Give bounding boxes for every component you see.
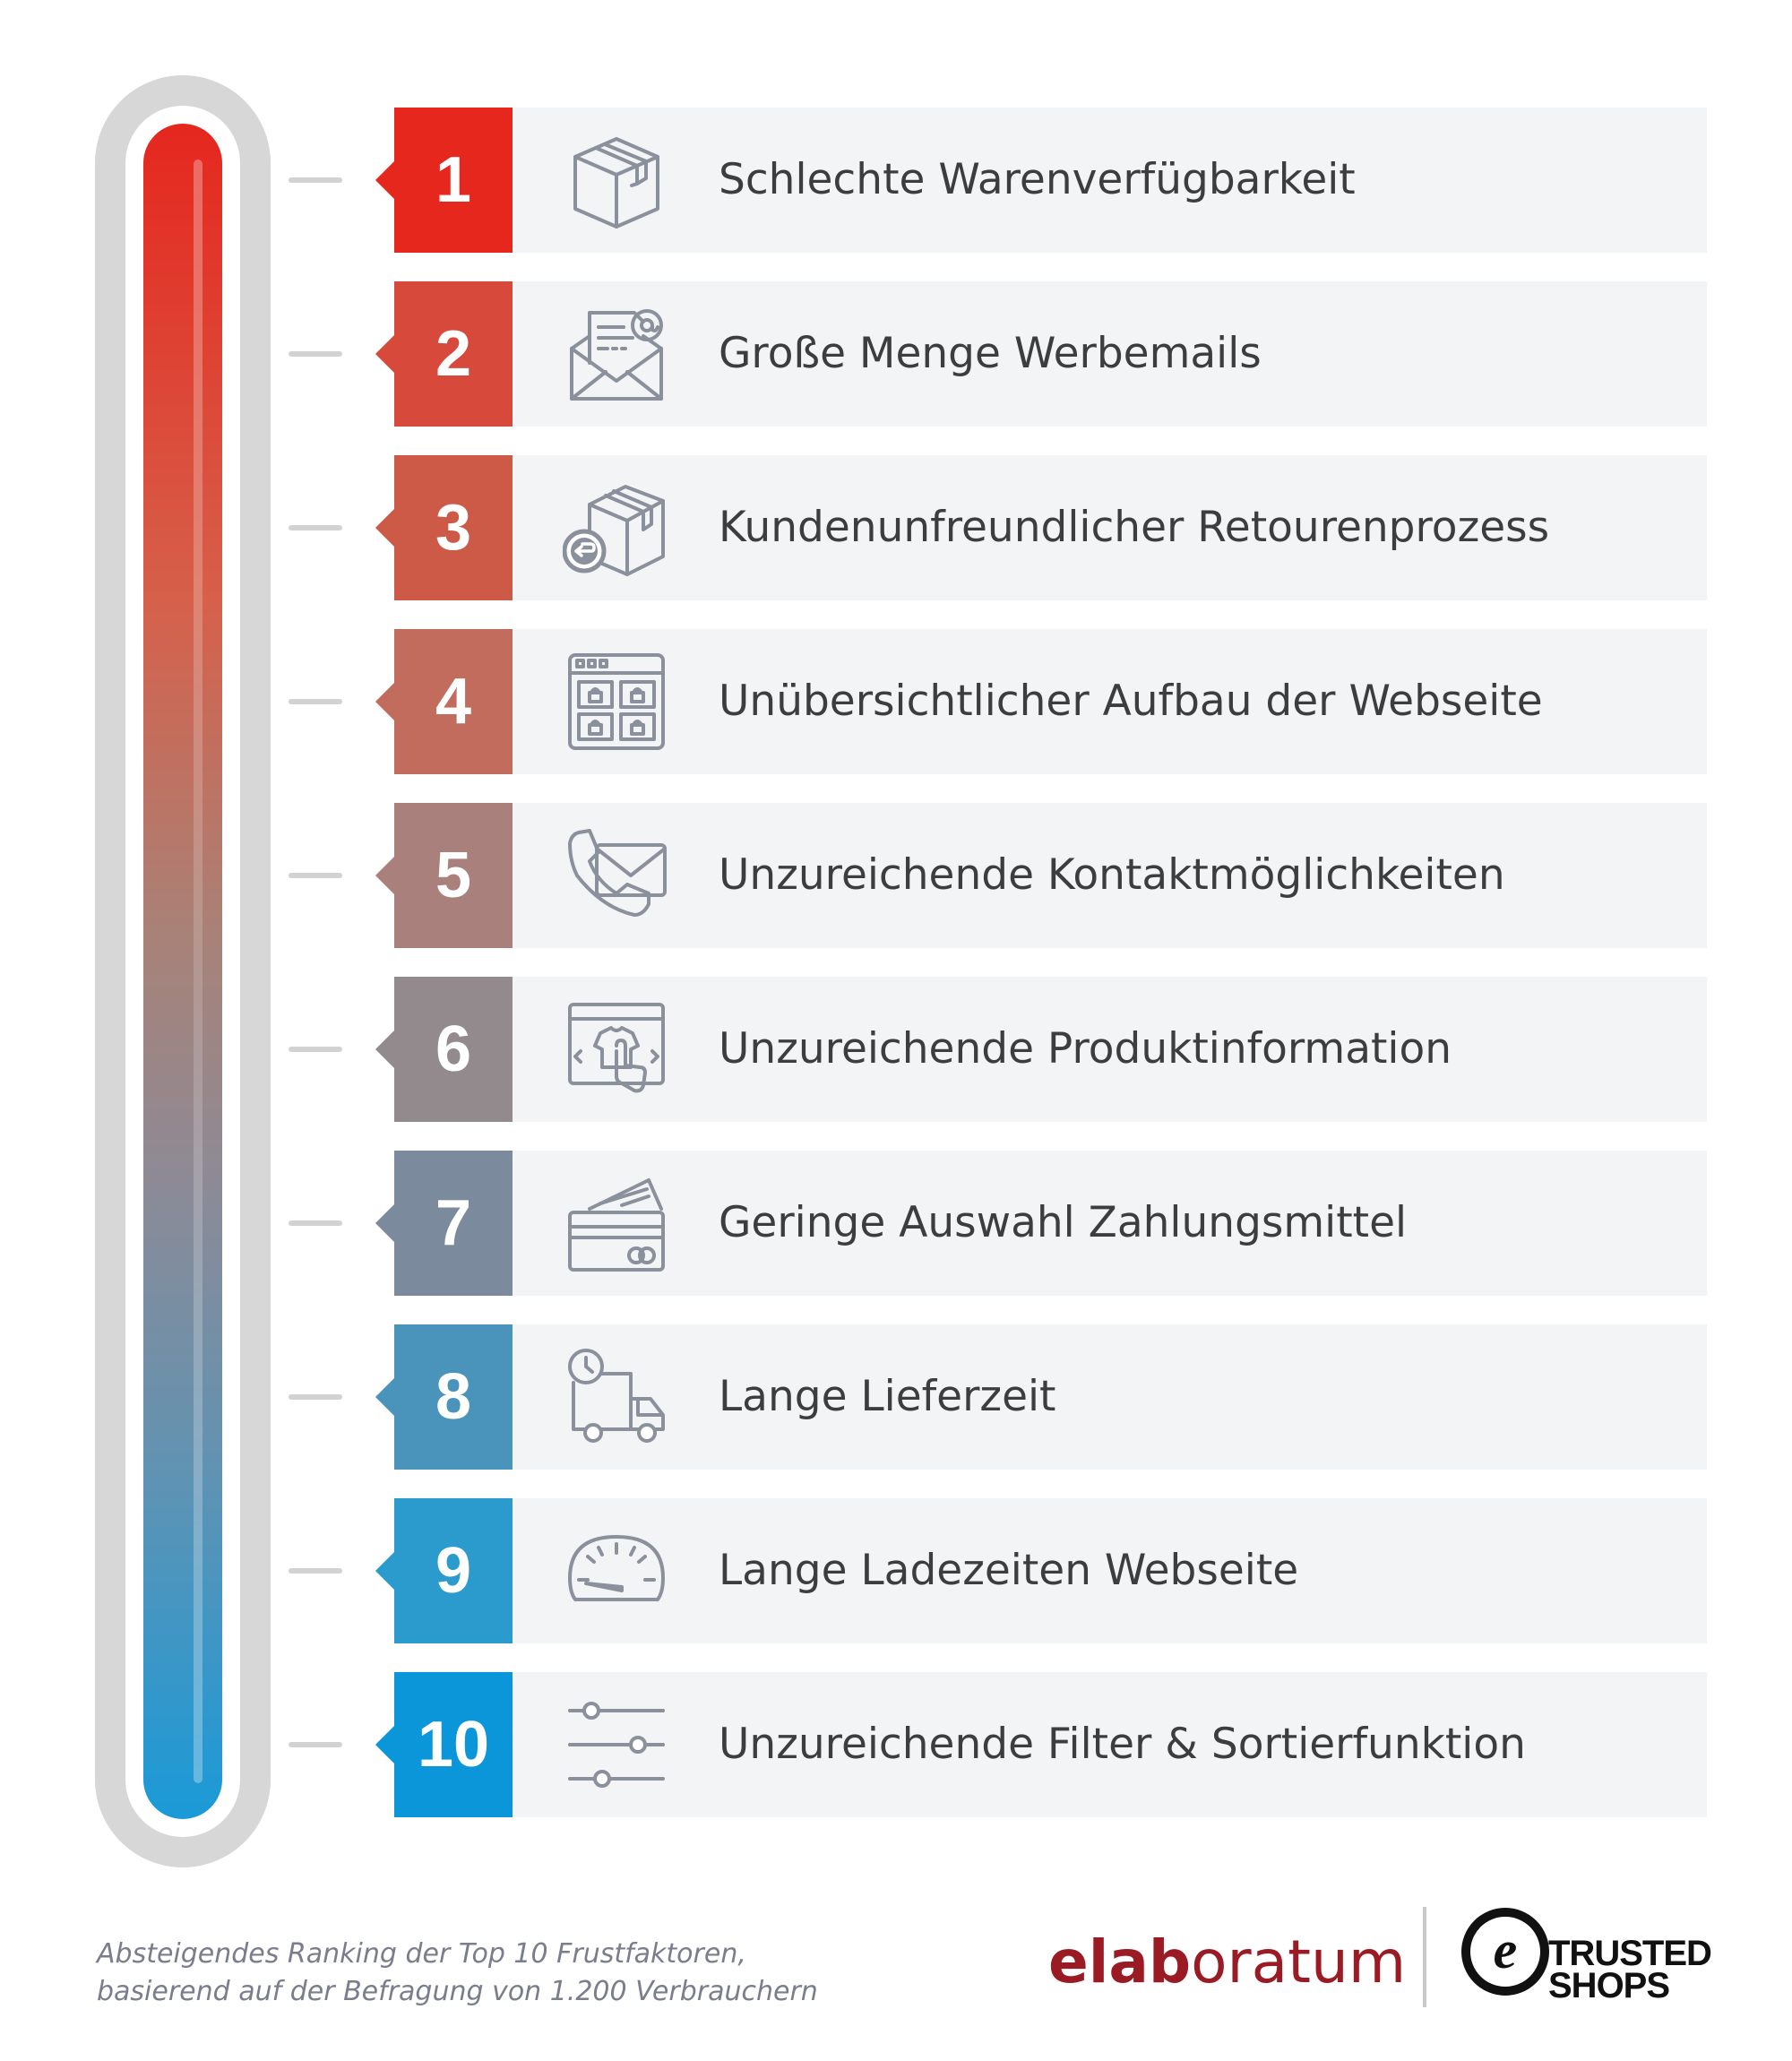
trusted-shops-line-2: SHOPS	[1548, 1966, 1670, 2005]
ranking-row-3	[394, 455, 1707, 600]
email-envelope-icon	[563, 300, 670, 408]
rank-badge	[394, 977, 513, 1122]
rank-number: 4	[435, 666, 472, 737]
thermometer-tick	[289, 1568, 342, 1574]
rank-number: 6	[435, 1013, 472, 1085]
ranking-label: Schlechte Warenverfügbarkeit	[719, 155, 1356, 204]
ranking-row-background	[513, 1324, 1707, 1470]
ranking-row-5	[394, 803, 1707, 948]
rank-number: 9	[435, 1535, 472, 1607]
thermometer-tick	[289, 1394, 342, 1400]
rank-badge	[394, 281, 513, 427]
ranking-label: Unübersichtlicher Aufbau der Webseite	[719, 677, 1543, 726]
thermometer-gradient-bar	[143, 124, 222, 1819]
rank-badge	[394, 629, 513, 774]
trusted-shops-line-1: TRUSTED	[1548, 1934, 1711, 1973]
footnote-line-2: basierend auf der Befragung von 1.200 Verbrauchern	[97, 1976, 818, 2007]
trusted-shops-wordmark	[1548, 1934, 1711, 2005]
rank-number: 2	[435, 318, 472, 390]
rank-number: 10	[417, 1709, 490, 1781]
ranking-row-6	[394, 977, 1707, 1122]
ranking-label: Unzureichende Filter & Sortierfunktion	[719, 1720, 1526, 1769]
rank-number: 8	[435, 1361, 472, 1433]
ranking-label: Lange Lieferzeit	[719, 1372, 1056, 1421]
ranking-row-1	[394, 108, 1707, 253]
thermometer-tick	[289, 873, 342, 878]
ranking-label: Unzureichende Produktinformation	[719, 1024, 1452, 1074]
package-box-icon	[563, 126, 670, 234]
rank-number: 1	[435, 144, 472, 216]
trusted-shops-seal-icon	[1460, 1907, 1550, 1996]
ranking-row-7	[394, 1151, 1707, 1296]
ranking-label: Lange Ladezeiten Webseite	[719, 1546, 1299, 1595]
ranking-label: Kundenunfreundlicher Retourenprozess	[719, 503, 1550, 552]
thermometer-tick	[289, 1220, 342, 1226]
footnote-line-1: Absteigendes Ranking der Top 10 Frustfaktoren,	[97, 1938, 746, 1970]
thermometer-tick	[289, 1742, 342, 1747]
return-package-icon	[563, 474, 670, 582]
trusted-shops-seal-letter: e	[1493, 1920, 1518, 1979]
elaboratum-logo-bold: elab	[1048, 1927, 1192, 1996]
ranking-row-10	[394, 1672, 1707, 1817]
elaboratum-logo	[1048, 1918, 1406, 2007]
ranking-label: Große Menge Werbemails	[719, 329, 1262, 378]
rank-badge	[394, 803, 513, 948]
payment-cards-icon	[563, 1169, 670, 1277]
thermometer-gloss	[194, 160, 202, 1783]
rank-number: 3	[435, 492, 472, 564]
rank-badge	[394, 1672, 513, 1817]
logo-divider	[1423, 1907, 1426, 2007]
elaboratum-logo-rest: oratum	[1191, 1927, 1407, 1996]
ranking-label: Unzureichende Kontaktmöglichkeiten	[719, 850, 1505, 900]
ranking-row-4	[394, 629, 1707, 774]
ranking-row-2	[394, 281, 1707, 427]
thermometer-tick	[289, 177, 342, 183]
phone-mail-contact-icon	[563, 822, 670, 929]
thermometer-tick	[289, 525, 342, 530]
rank-badge	[394, 455, 513, 600]
speedometer-icon	[563, 1517, 670, 1625]
website-layout-icon	[563, 648, 670, 755]
rank-number: 7	[435, 1187, 472, 1259]
thermometer-tick	[289, 699, 342, 704]
rank-badge	[394, 108, 513, 253]
rank-number: 5	[435, 840, 472, 911]
ranking-label: Geringe Auswahl Zahlungsmittel	[719, 1198, 1408, 1247]
ranking-row-9	[394, 1498, 1707, 1643]
rank-badge	[394, 1324, 513, 1470]
rank-badge	[394, 1498, 513, 1643]
product-info-screen-icon	[563, 996, 670, 1103]
filter-sliders-icon	[563, 1691, 670, 1798]
footnote	[97, 1936, 903, 2011]
thermometer-tick	[289, 1047, 342, 1052]
delivery-truck-clock-icon	[563, 1343, 670, 1451]
ranking-row-8	[394, 1324, 1707, 1470]
rank-badge	[394, 1151, 513, 1296]
thermometer-tick	[289, 351, 342, 357]
